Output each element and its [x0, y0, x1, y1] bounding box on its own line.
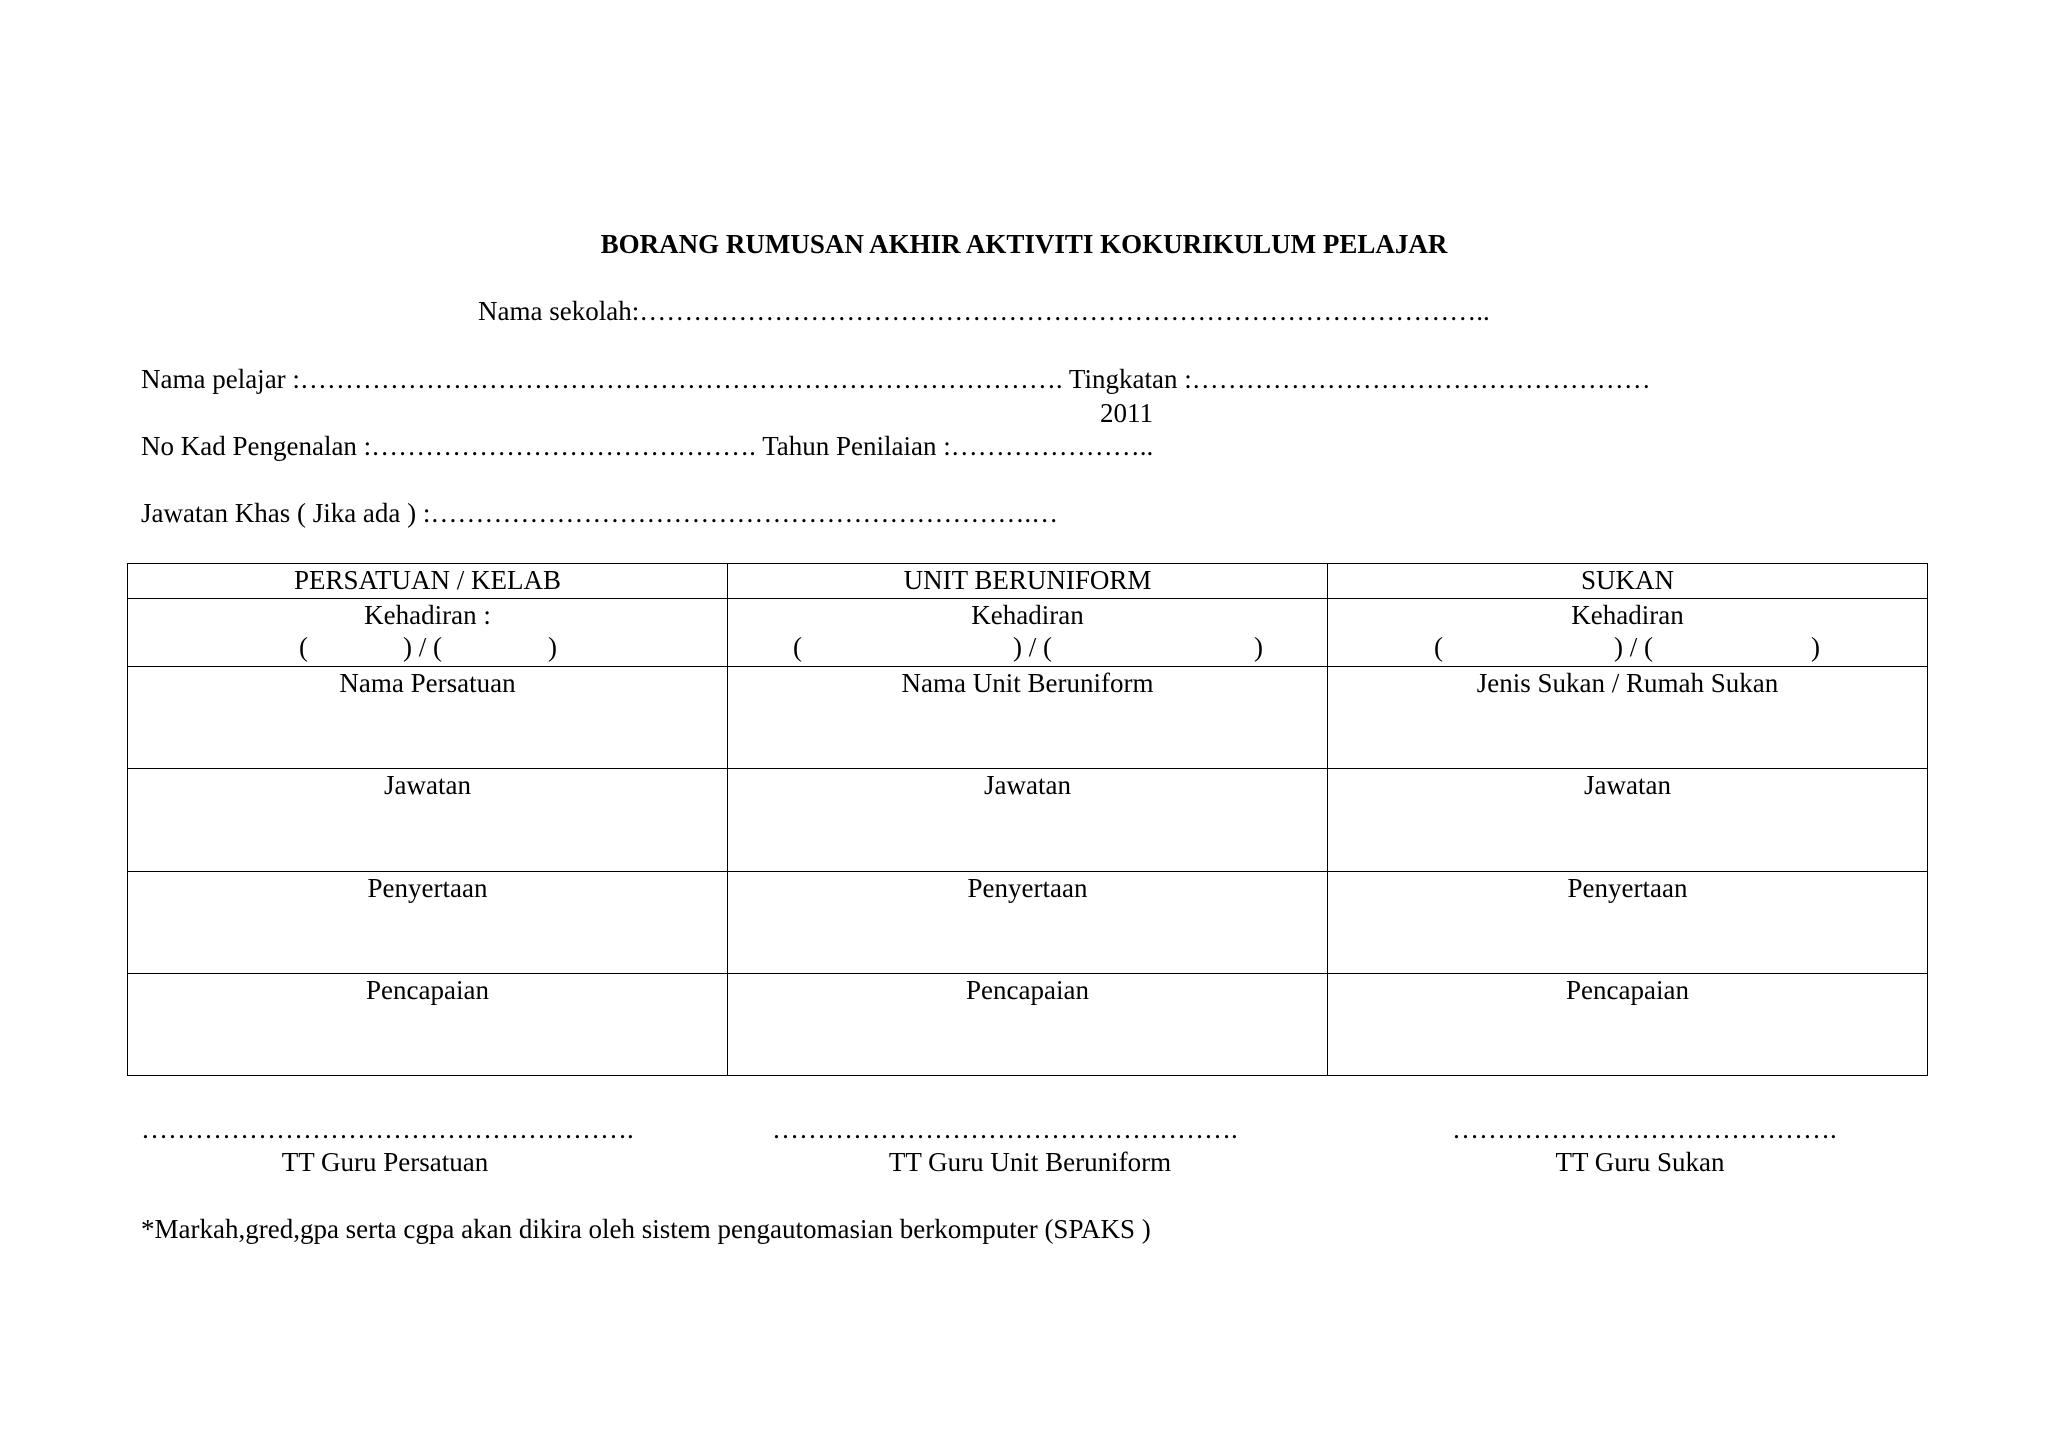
paren-open: (: [1434, 632, 1443, 663]
form-title: BORANG RUMUSAN AKHIR AKTIVITI KOKURIKULUM PELAJAR: [600, 229, 1448, 259]
participation-cell-uniform-unit[interactable]: Penyertaan: [728, 871, 1328, 973]
signature-label-sports-teacher: TT Guru Sukan: [1555, 1147, 1725, 1177]
table-header-row: [128, 564, 1928, 599]
signature-label-uniform-teacher: TT Guru Unit Beruniform: [888, 1147, 1172, 1177]
attendance-row: [128, 599, 1928, 667]
attendance-label: Kehadiran: [1571, 600, 1684, 631]
signature-line-clubs-teacher[interactable]: ……………………………………………….: [141, 1114, 634, 1144]
signature-line-sports-teacher[interactable]: …………………………………….: [1452, 1114, 1837, 1144]
attendance-label: Kehadiran :: [364, 600, 491, 631]
sport-type-cell[interactable]: Jenis Sukan / Rumah Sukan: [1328, 667, 1928, 769]
paren-open: (: [299, 632, 308, 663]
post-cell-uniform-unit[interactable]: Jawatan: [728, 769, 1328, 871]
paren-close: ): [548, 632, 557, 663]
year-label: 2011: [1100, 398, 1153, 428]
cocurricular-summary-table: [127, 563, 1928, 1076]
uniform-unit-name-cell[interactable]: Nama Unit Beruniform: [728, 667, 1328, 769]
paren-mid: ) / (: [1013, 632, 1052, 663]
signature-line-uniform-teacher[interactable]: …………………………………………….: [772, 1114, 1238, 1144]
participation-cell-sports[interactable]: Penyertaan: [1328, 871, 1928, 973]
attendance-fraction[interactable]: [128, 631, 727, 663]
post-row: [128, 769, 1928, 871]
post-cell-clubs[interactable]: Jawatan: [128, 769, 728, 871]
attendance-cell-sports[interactable]: [1328, 599, 1928, 667]
post-cell-sports[interactable]: Jawatan: [1328, 769, 1928, 871]
club-name-cell[interactable]: Nama Persatuan: [128, 667, 728, 769]
achievement-cell-clubs[interactable]: Pencapaian: [128, 973, 728, 1075]
footnote: *Markah,gred,gpa serta cgpa akan dikira oleh sistem pengautomasian berkomputer (SPAKS ): [141, 1214, 1151, 1244]
column-heading-uniform-unit: UNIT BERUNIFORM: [728, 564, 1328, 599]
achievement-cell-sports[interactable]: Pencapaian: [1328, 973, 1928, 1075]
attendance-cell-clubs[interactable]: [128, 599, 728, 667]
attendance-cell-uniform-unit[interactable]: [728, 599, 1328, 667]
column-heading-sports: SUKAN: [1328, 564, 1928, 599]
paren-close: ): [1254, 632, 1263, 663]
achievement-cell-uniform-unit[interactable]: Pencapaian: [728, 973, 1328, 1075]
signature-label-clubs-teacher: TT Guru Persatuan: [281, 1147, 489, 1177]
name-row: [128, 667, 1928, 769]
achievement-row: [128, 973, 1928, 1075]
participation-row: [128, 871, 1928, 973]
attendance-fraction[interactable]: [728, 631, 1327, 663]
paren-mid: ) / (: [403, 632, 442, 663]
attendance-label: Kehadiran: [971, 600, 1084, 631]
special-post-field[interactable]: Jawatan Khas ( Jika ada ) :………………………………………………………….…: [141, 498, 1059, 528]
ic-number-assessment-year-field[interactable]: No Kad Pengenalan :……………………………………. Tahun Penilaian :…………………..: [141, 431, 1154, 461]
paren-mid: ) / (: [1614, 632, 1653, 663]
paren-close: ): [1811, 632, 1820, 663]
column-heading-clubs: PERSATUAN / KELAB: [128, 564, 728, 599]
student-name-form-field[interactable]: Nama pelajar :…………………………………………………………………………. Tingkatan :……………………………………………: [141, 364, 1651, 394]
school-name-field[interactable]: Nama sekolah:…………………………………………………………………………………..: [478, 296, 1490, 326]
paren-open: (: [793, 632, 802, 663]
participation-cell-clubs[interactable]: Penyertaan: [128, 871, 728, 973]
attendance-fraction[interactable]: [1328, 631, 1927, 663]
